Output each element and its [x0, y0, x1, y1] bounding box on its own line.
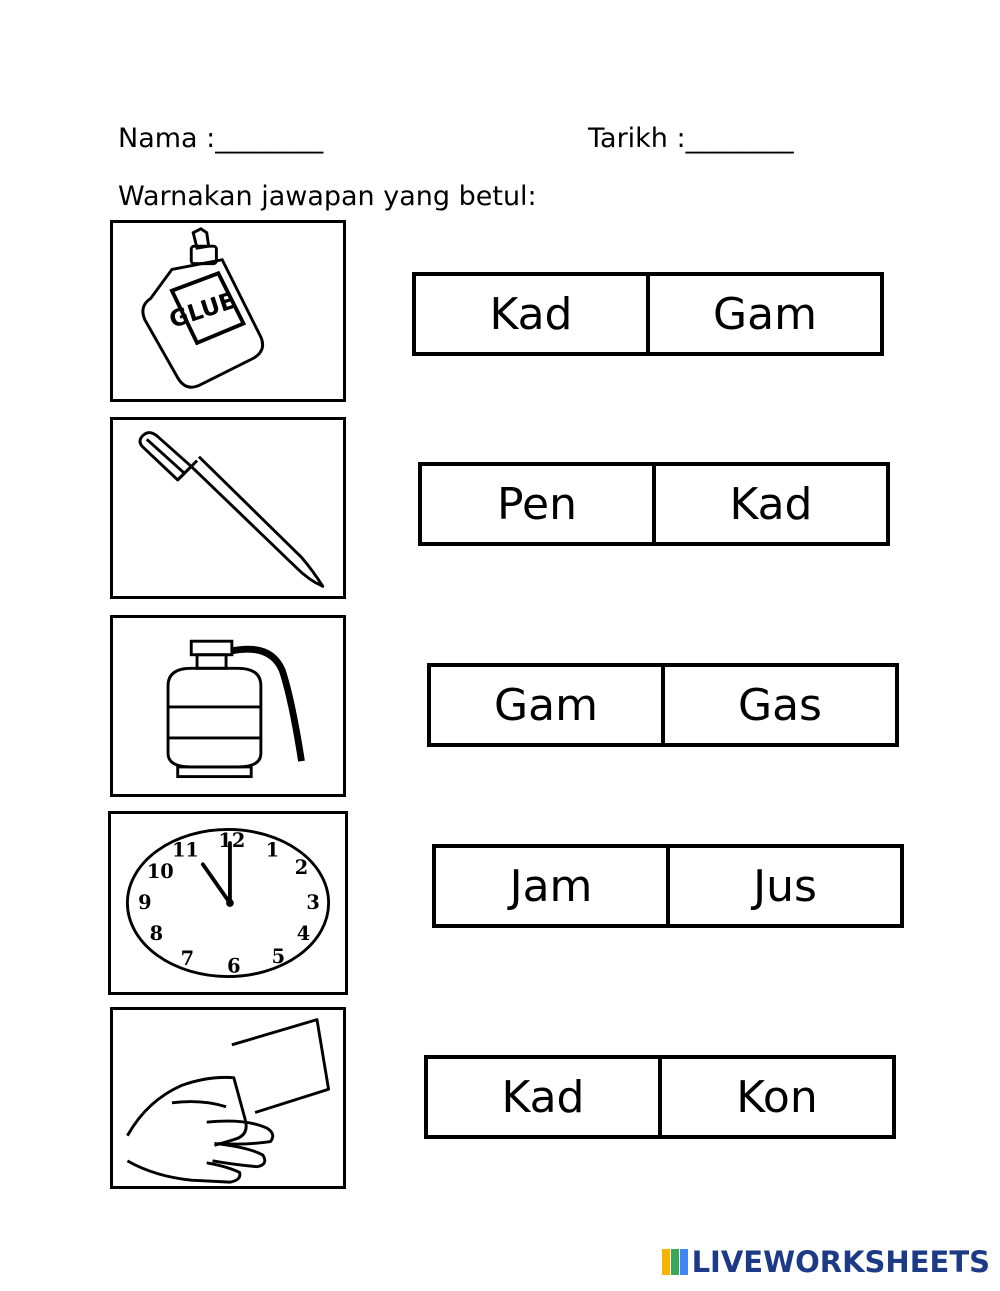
answer-row-4	[432, 844, 904, 928]
clock-number: 7	[180, 946, 195, 970]
glue-bottle-picture	[110, 220, 346, 402]
instruction-text: Warnakan jawapan yang betul:	[118, 181, 537, 212]
clock-number: 4	[296, 921, 311, 945]
pen-icon	[113, 420, 343, 596]
answer-row-3	[427, 663, 899, 747]
answer-option[interactable]: Gam	[427, 663, 665, 747]
name-label: Nama :________	[118, 123, 324, 154]
clock-icon	[111, 814, 345, 992]
answer-row-5	[424, 1055, 896, 1139]
clock-number: 12	[218, 828, 246, 852]
clock-number: 2	[294, 855, 309, 879]
answer-option[interactable]: Kon	[658, 1055, 896, 1139]
answer-option[interactable]: Jam	[432, 844, 670, 928]
answer-option[interactable]: Jus	[666, 844, 904, 928]
answer-option[interactable]: Pen	[418, 462, 656, 546]
logo-text: LIVEWORKSHEETS	[691, 1245, 990, 1279]
clock-number: 3	[306, 890, 320, 914]
clock-number: 10	[146, 859, 174, 883]
liveworksheets-logo-icon	[662, 1249, 688, 1275]
clock-number: 5	[271, 944, 286, 968]
date-label: Tarikh :________	[588, 123, 794, 154]
answer-row-2	[418, 462, 890, 546]
hand-holding-card-icon	[113, 1010, 343, 1186]
gas-cylinder-picture	[110, 615, 346, 797]
clock-number: 1	[265, 838, 280, 862]
clock-number: 11	[171, 838, 199, 862]
answer-option[interactable]: Kad	[412, 272, 650, 356]
gas-cylinder-icon	[113, 618, 343, 794]
glue-label: GLUE	[165, 287, 239, 334]
answer-option[interactable]: Kad	[424, 1055, 662, 1139]
answer-option[interactable]: Gas	[661, 663, 899, 747]
clock-number: 8	[149, 921, 164, 945]
clock-number: 9	[138, 890, 152, 914]
clock-number: 6	[227, 954, 241, 978]
liveworksheets-logo	[662, 1245, 990, 1279]
clock-picture	[108, 811, 348, 995]
card-picture	[110, 1007, 346, 1189]
answer-option[interactable]: Gam	[646, 272, 884, 356]
answer-row-1	[412, 272, 884, 356]
pen-picture	[110, 417, 346, 599]
answer-option[interactable]: Kad	[652, 462, 890, 546]
glue-bottle-icon	[113, 223, 343, 399]
